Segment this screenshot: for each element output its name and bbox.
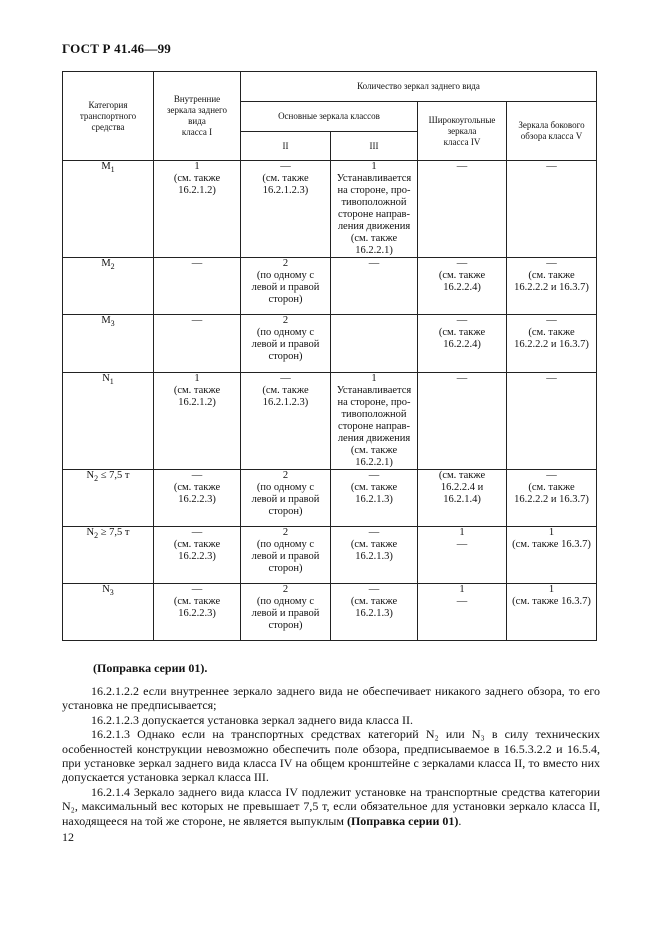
category-cell: $M_2$ [63,258,154,315]
category-cell: $N_1$ [63,373,154,470]
wide-angle-cell: — [418,161,507,258]
wide-angle-cell: — (см. также 16.2.2.4) [418,315,507,373]
class-iii-cell: — (см. также 16.2.1.3) [331,584,418,641]
table-row [63,161,597,258]
side-view-cell: — (см. также 16.2.2.2 и 16.3.7) [507,470,597,527]
paragraph: 16.2.1.3 Однако если на транспортных средствах категорий N₂ или N₃ в силу технических особенностей конструкции невозможно обеспечить поле обзора, предписываемое в 16.5.3.2.2 и 16.5.4, при установке зеркал заднего вида класса IV на общем кронштейне с зеркалами класса II, то вместо них допускается установка зеркал класса III. [62,727,600,785]
wide-angle-cell: — [418,373,507,470]
table-row [63,584,597,641]
class-ii-cell: 2 (по одному с левой и правой сторон) [241,527,331,584]
interior-cell: 1 (см. также 16.2.1.2) [154,161,241,258]
class-iii-cell: — (см. также 16.2.1.3) [331,470,418,527]
class-ii-cell: 2 (по одному с левой и правой сторон) [241,315,331,373]
side-view-cell: — (см. также 16.2.2.2 и 16.3.7) [507,315,597,373]
body-text [62,684,600,828]
class-ii-cell: 2 (по одному с левой и правой сторон) [241,258,331,315]
class-iii-cell: — (см. также 16.2.1.3) [331,527,418,584]
header-side-view: Зеркала бокового обзора класса V [507,102,597,161]
table-row [63,258,597,315]
paragraph: 16.2.1.4 Зеркало заднего вида класса IV подлежит установке на транспортные средства категории N₂, максимальный вес которых не превышает 7,5 т, если обязательное для установки зеркало класса II, находящееся на той же стороне, не является выпуклым (Поправка серии 01). [62,784,600,828]
interior-cell: 1 (см. также 16.2.1.2) [154,373,241,470]
interior-cell: — (см. также 16.2.2.3) [154,470,241,527]
wide-angle-cell: (см. также 16.2.2.4 и 16.2.1.4) [418,470,507,527]
table-body [63,161,597,641]
class-iii-cell: — [331,258,418,315]
side-view-cell: — [507,161,597,258]
header-interior-mirrors: Внутренние зеркала заднего вида класса I [154,72,241,161]
header-category: Категория транспортного средства [63,72,154,161]
class-iii-cell: 1 Устанавливается на стороне, про- тивоположной стороне направ- ления движения (см. также 16.2.2.1) [331,373,418,470]
header-mirror-count: Количество зеркал заднего вида [241,72,597,102]
table-row [63,315,597,373]
class-ii-cell: 2 (по одному с левой и правой сторон) [241,470,331,527]
side-view-cell: 1 (см. также 16.3.7) [507,527,597,584]
interior-cell: — (см. также 16.2.2.3) [154,584,241,641]
category-cell: $N_3$ [63,584,154,641]
category-cell: $N_2 \le 7,5$ т [63,470,154,527]
header-main-classes: Основные зеркала классов [241,102,418,132]
wide-angle-cell: 1 — [418,527,507,584]
mirror-requirements-table [62,71,597,641]
correction-inline: (Поправка серии 01) [346,813,459,828]
table-row [63,373,597,470]
wide-angle-cell: 1 — [418,584,507,641]
class-ii-cell: — (см. также 16.2.1.2.3) [241,161,331,258]
paragraph: 16.2.1.2.3 допускается установка зеркал заднего вида класса II. [91,712,413,727]
interior-cell: — [154,315,241,373]
side-view-cell: 1 (см. также 16.3.7) [507,584,597,641]
header-class-ii: II [241,132,331,161]
category-cell: $N_2 \ge 7,5$ т [63,527,154,584]
class-ii-cell: 2 (по одному с левой и правой сторон) [241,584,331,641]
header-wide-angle: Широкоугольные зеркала класса IV [418,102,507,161]
category-cell: $M_3$ [63,315,154,373]
document-header: ГОСТ Р 41.46—99 [62,41,171,56]
table-row [63,470,597,527]
side-view-cell: — [507,373,597,470]
class-iii-cell [331,315,418,373]
table-row [63,527,597,584]
correction-note: (Поправка серии 01). [93,661,208,675]
wide-angle-cell: — (см. также 16.2.2.4) [418,258,507,315]
interior-cell: — [154,258,241,315]
side-view-cell: — (см. также 16.2.2.2 и 16.3.7) [507,258,597,315]
category-cell: $M_1$ [63,161,154,258]
interior-cell: — (см. также 16.2.2.3) [154,527,241,584]
page-number: 12 [62,830,74,844]
class-ii-cell: — (см. также 16.2.1.2.3) [241,373,331,470]
paragraph: 16.2.1.2.2 если внутреннее зеркало заднего вида не обеспечивает никакого заднего обзора, то его установка не предписывается; [62,684,600,713]
header-class-iii: III [331,132,418,161]
class-iii-cell: 1 Устанавливается на стороне, про- тивоположной стороне направ- ления движения (см. также 16.2.2.1) [331,161,418,258]
